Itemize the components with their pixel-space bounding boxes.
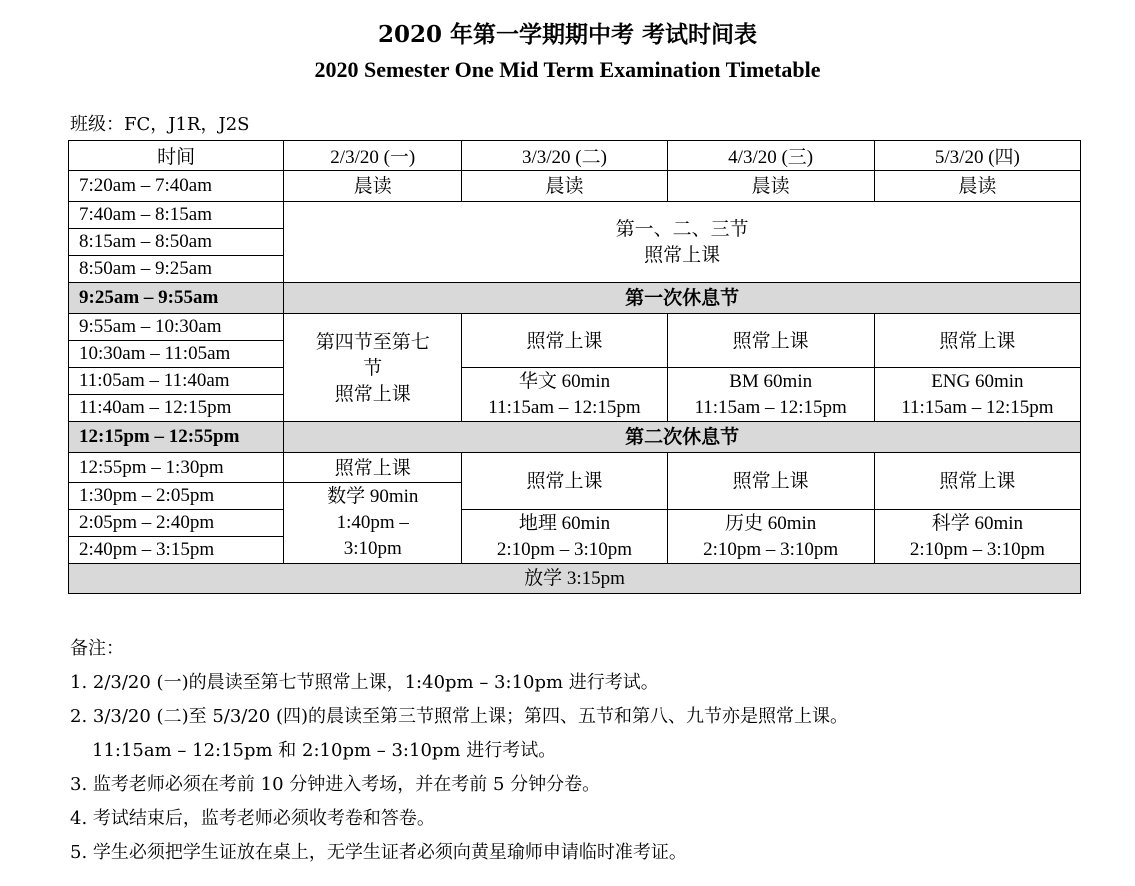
time-slot: 10:30am – 11:05am [69,341,284,368]
table-row [69,453,1081,483]
exam-wed-pm-subject: 历史 60min [725,512,817,534]
note-item: 2. 3/3/20 (二)至 5/3/20 (四)的晨读至第三节照常上课；第四、五节和第八、九节亦是照常上课。 [70,706,849,727]
exam-tue-am-subject: 华文 60min [518,370,611,392]
periods-1-3-label: 第一、二、三节 [615,218,749,240]
table-row [69,368,1081,395]
break-1-label: 第一次休息节 [284,283,1081,314]
page-title-english: 2020 Semester One Mid Term Examination Timetable [314,57,821,82]
tue-pm-normal-class: 照常上课 [462,453,667,510]
break-2-label: 第二次休息节 [284,422,1081,453]
table-row [69,202,1081,229]
exam-tue-pm-subject: 地理 60min [518,512,611,534]
periods-1-3-status: 照常上课 [644,244,721,266]
table-row [69,171,1081,202]
header-time: 时间 [69,141,284,171]
exam-thu-am-subject: ENG 60min [931,370,1024,392]
mon-periods-4-7-label-cont: 节 [363,356,383,379]
periods-1-3-cell [284,202,1081,283]
note-item-continuation: 11:15am – 12:15pm 和 2:10pm – 3:10pm 进行考试。 [92,740,557,761]
time-slot: 11:40am – 12:15pm [69,395,284,422]
thu-am-normal-class: 照常上课 [874,314,1080,368]
note-item: 4. 考试结束后，监考老师必须收考卷和答卷。 [70,808,435,829]
wed-pm-normal-class: 照常上课 [667,453,874,510]
header-day-2: 3/3/20 (二) [462,141,667,171]
exam-mon-pm-cell [284,483,462,564]
notes-section [70,632,848,870]
time-slot: 8:50am – 9:25am [69,256,284,283]
exam-thu-am-time: 11:15am – 12:15pm [901,396,1054,418]
time-slot: 8:15am – 8:50am [69,229,284,256]
exam-tue-am-time: 11:15am – 12:15pm [488,396,641,418]
wed-am-normal-class: 照常上课 [667,314,874,368]
exam-wed-am-subject: BM 60min [729,370,813,392]
exam-thu-pm-cell [874,510,1080,564]
class-list: 班级：FC，J1R，J2S [70,114,250,135]
table-row [69,314,1081,341]
tue-am-normal-class: 照常上课 [462,314,667,368]
break-row-1 [69,283,1081,314]
mon-periods-4-7-label: 第四节至第七 [315,330,430,353]
table-row [69,510,1081,537]
mon-pm-normal-class: 照常上课 [284,453,462,483]
mon-periods-4-7-status: 照常上课 [334,382,411,405]
time-slot: 11:05am – 11:40am [69,368,284,395]
exam-tue-pm-time: 2:10pm – 3:10pm [496,538,633,560]
header-day-1: 2/3/20 (一) [284,141,462,171]
exam-wed-pm-time: 2:10pm – 3:10pm [703,538,839,560]
exam-mon-pm-time-start: 1:40pm – [336,512,409,533]
time-slot: 1:30pm – 2:05pm [69,483,284,510]
mon-periods-4-7-cell [284,314,462,422]
dismissal-label: 放学 3:15pm [69,564,1081,594]
exam-mon-pm-subject: 数学 90min [327,486,419,507]
time-slot: 7:40am – 8:15am [69,202,284,229]
header-day-3: 4/3/20 (三) [667,141,874,171]
note-item: 1. 2/3/20 (一)的晨读至第七节照常上课，1:40pm – 3:10pm 进行考试。 [70,672,659,693]
exam-wed-am-time: 11:15am – 12:15pm [694,396,847,418]
exam-mon-pm-time-end: 3:10pm [343,538,402,559]
notes-heading: 备注： [70,638,124,659]
note-item: 3. 监考老师必须在考前 10 分钟进入考场，并在考前 5 分钟分卷。 [70,774,601,795]
exam-wed-pm-cell [667,510,874,564]
exam-thu-pm-subject: 科学 60min [931,512,1024,534]
time-slot: 2:05pm – 2:40pm [69,510,284,537]
time-slot: 7:20am – 7:40am [69,171,284,202]
exam-thu-am-cell [874,368,1080,422]
dismissal-row [69,564,1081,594]
note-item: 5. 学生必须把学生证放在桌上，无学生证者必须向黄星瑜师申请临时准考证。 [70,842,687,863]
header-day-4: 5/3/20 (四) [874,141,1080,171]
morning-reading-day-1: 晨读 [284,171,462,202]
exam-tue-am-cell [462,368,667,422]
exam-wed-am-cell [667,368,874,422]
time-slot: 12:55pm – 1:30pm [69,453,284,483]
exam-tue-pm-cell [462,510,667,564]
exam-thu-pm-time: 2:10pm – 3:10pm [909,538,1045,560]
time-slot: 2:40pm – 3:15pm [69,537,284,564]
exam-timetable [68,140,1081,594]
time-slot: 12:15pm – 12:55pm [69,422,284,453]
morning-reading-day-3: 晨读 [667,171,874,202]
time-slot: 9:55am – 10:30am [69,314,284,341]
time-slot: 9:25am – 9:55am [69,283,284,314]
morning-reading-day-2: 晨读 [462,171,667,202]
header-row [69,141,1081,171]
thu-pm-normal-class: 照常上课 [874,453,1080,510]
break-row-2 [69,422,1081,453]
page-title-chinese: 2020 年第一学期期中考 考试时间表 [377,21,758,48]
morning-reading-day-4: 晨读 [874,171,1080,202]
